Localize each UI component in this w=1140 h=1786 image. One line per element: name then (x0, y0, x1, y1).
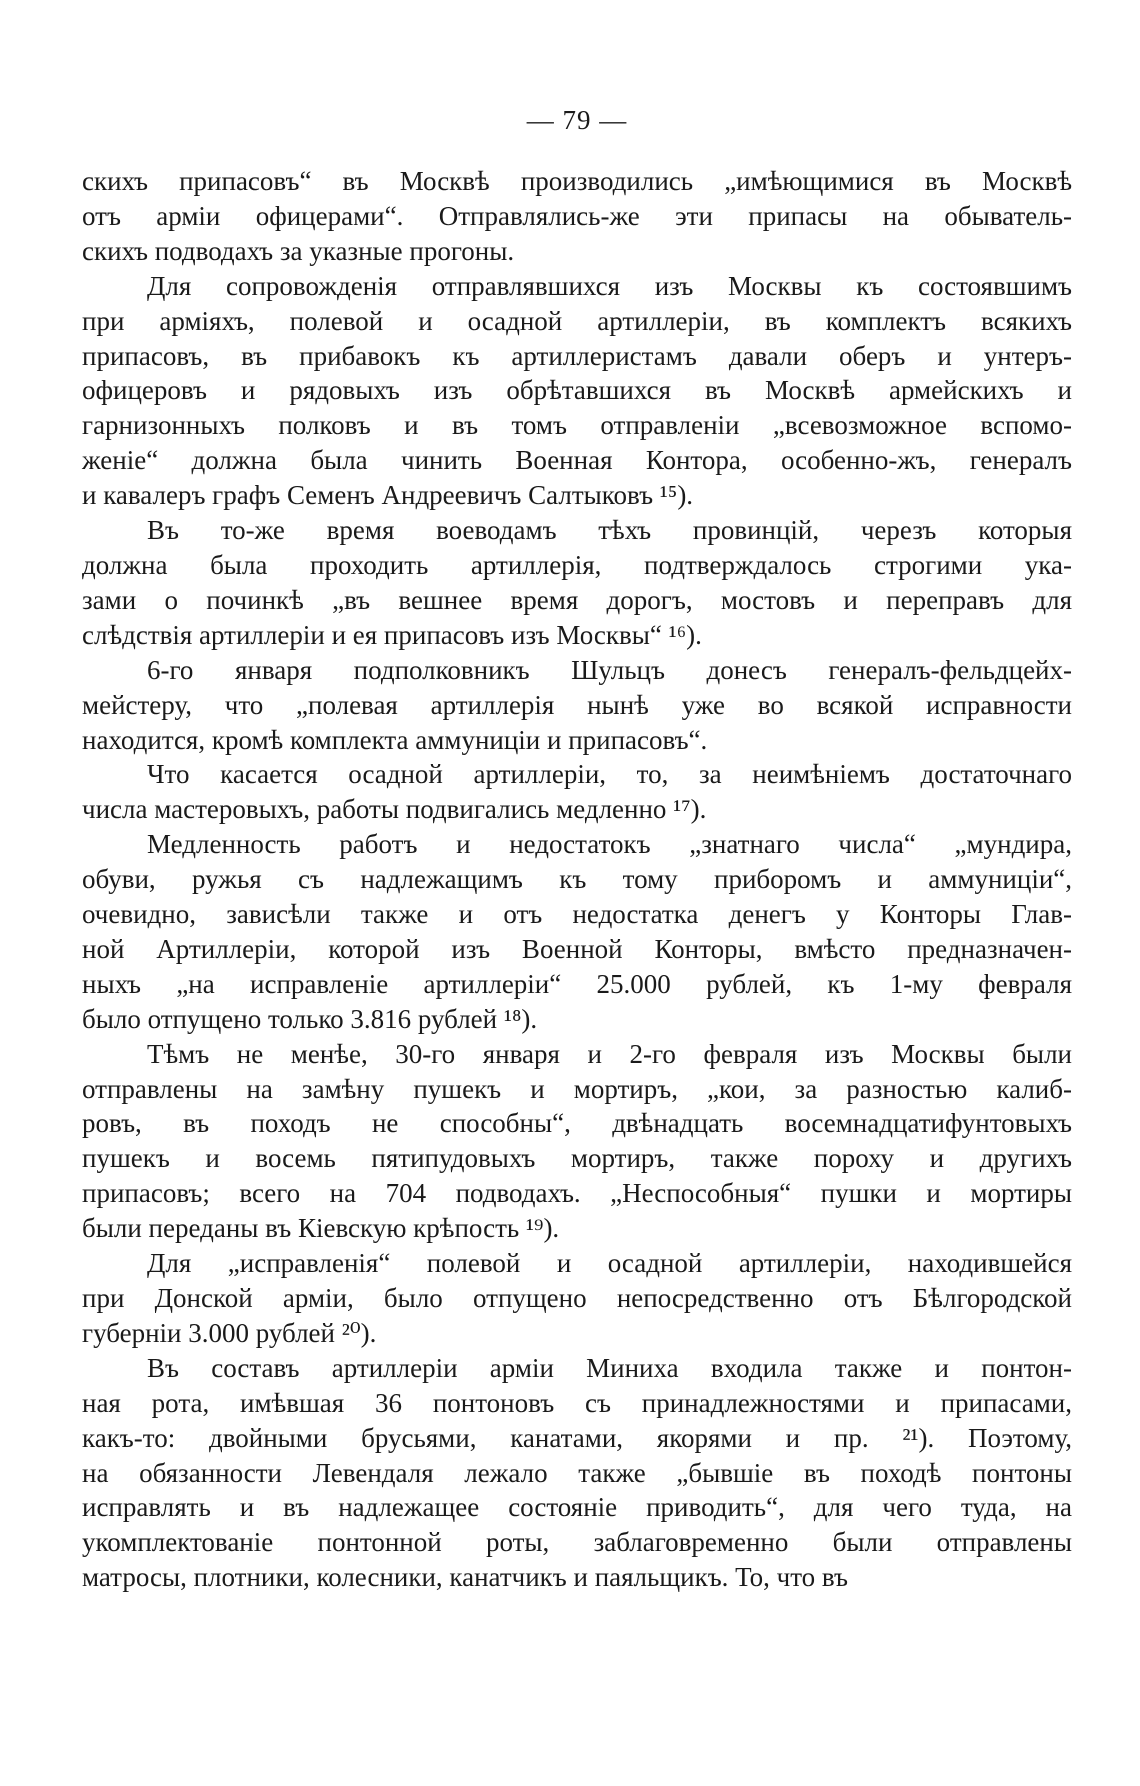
text-line: Для сопровожденiя отправлявшихся изъ Москвы къ состоявшимъ (147, 270, 1072, 301)
text-line: укомплектованiе понтонной роты, заблаговременно были отправлены (82, 1527, 1072, 1558)
text-line: на обязанности Левендаля лежало также „бывшiе въ походѣ понтоны (82, 1457, 1072, 1488)
text-line: гарнизонныхъ полковъ и въ томъ отправленiи „всевозможное вспомо- (82, 410, 1072, 441)
text-line: 6-го января подполковникъ Шульцъ донесъ генералъ-фельдцейх- (147, 654, 1072, 685)
text-line: зами о починкѣ „въ вешнее время дорогъ, мостовъ и переправъ для (82, 584, 1072, 615)
text-line: при армiяхъ, полевой и осадной артиллерiи, въ комплектъ всякихъ (82, 305, 1072, 336)
text-line: обуви, ружья съ надлежащимъ къ тому приборомъ и аммуницiи“, (82, 864, 1072, 895)
text-line: губернiи 3.000 рублей ²⁰). (82, 1317, 377, 1348)
text-line: скихъ подводахъ за указные прогоны. (82, 235, 515, 266)
text-line: ной Артиллерiи, которой изъ Военной Конторы, вмѣсто предназначен- (82, 933, 1072, 964)
text-line: находится, кромѣ комплекта аммуницiи и припасовъ“. (82, 724, 708, 755)
text-line: очевидно, зависѣли также и отъ недостатка денегъ у Конторы Глав- (82, 899, 1072, 930)
text-line: Медленность работъ и недостатокъ „знатнаго числа“ „мундира, (147, 829, 1072, 860)
text-line: Тѣмъ не менѣе, 30-го января и 2-го февраля изъ Москвы были (147, 1038, 1072, 1069)
text-line: мейстеру, что „полевая артиллерiя нынѣ уже во всякой исправности (82, 689, 1072, 720)
text-line: припасовъ, въ прибавокъ къ артиллеристамъ давали оберъ и унтеръ- (82, 340, 1072, 371)
text-line: матросы, плотники, колесники, канатчикъ и паяльщикъ. То, что въ (82, 1562, 848, 1593)
page-number: — 79 — (526, 105, 628, 135)
text-line: скихъ припасовъ“ въ Москвѣ производились „имѣющимися въ Москвѣ (82, 166, 1072, 196)
text-line: исправлять и въ надлежащее состоянiе приводить“, для чего туда, на (82, 1492, 1072, 1523)
text-line: пушекъ и восемь пятипудовыхъ мортиръ, также пороху и другихъ (82, 1143, 1072, 1174)
text-line: Въ то-же время воеводамъ тѣхъ провинцiй, черезъ которыя (147, 515, 1072, 546)
text-line: женiе“ должна была чинить Военная Контора, особенно-жъ, генералъ (82, 445, 1072, 476)
text-line: припасовъ; всего на 704 подводахъ. „Неспособныя“ пушки и мортиры (82, 1178, 1072, 1209)
body-text (82, 164, 1072, 1595)
text-line: отправлены на замѣну пушекъ и мортиръ, „кои, за разностью калиб- (82, 1073, 1072, 1104)
text-line: отъ армiи офицерами“. Отправлялись-же эти припасы на обыватель- (82, 200, 1072, 231)
text-line: Въ составъ артиллерiи армiи Миниха входила также и понтон- (147, 1352, 1072, 1383)
text-line: были переданы въ Кiевскую крѣпость ¹⁹). (82, 1213, 560, 1244)
text-line: слѣдствiя артиллерiи и ея припасовъ изъ Москвы“ ¹⁶). (82, 619, 702, 650)
text-line: и кавалеръ графъ Семенъ Андреевичъ Салтыковъ ¹⁵). (82, 480, 694, 511)
text-line: Что касается осадной артиллерiи, то, за неимѣнiемъ достаточнаго (147, 759, 1072, 790)
text-line: офицеровъ и рядовыхъ изъ обрѣтавшихся въ Москвѣ армейскихъ и (82, 375, 1072, 406)
text-line: Для „исправленiя“ полевой и осадной артиллерiи, находившейся (147, 1248, 1072, 1279)
text-line: ныхъ „на исправленiе артиллерiи“ 25.000 рублей, къ 1-му февраля (82, 968, 1072, 999)
text-line: ная рота, имѣвшая 36 понтоновъ съ принадлежностями и припасами, (82, 1387, 1072, 1418)
text-line: было отпущено только 3.816 рублей ¹⁸). (82, 1003, 538, 1034)
text-line: числа мастеровыхъ, работы подвигались медленно ¹⁷). (82, 794, 707, 825)
text-line: при Донской армiи, было отпущено непосредственно отъ Бѣлгородской (82, 1283, 1072, 1313)
text-line: должна была проходить артиллерiя, подтверждалось строгими ука- (82, 549, 1072, 580)
text-line: какъ-то: двойными брусьями, канатами, якорями и пр. ²¹). Поэтому, (82, 1422, 1072, 1453)
text-line: ровъ, въ походъ не способны“, двѣнадцать восемнадцатифунтовыхъ (82, 1108, 1072, 1139)
